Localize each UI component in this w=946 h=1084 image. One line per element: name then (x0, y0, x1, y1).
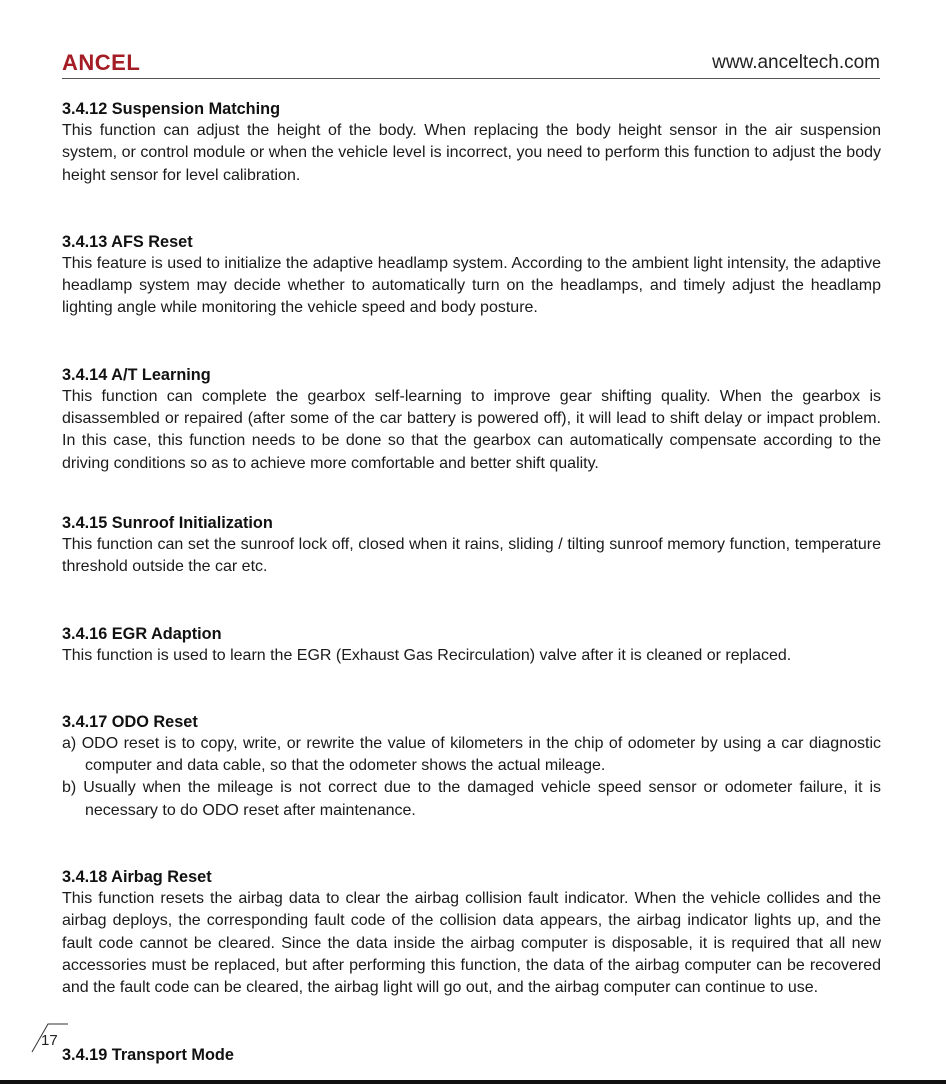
section-heading: 3.4.16 EGR Adaption (62, 624, 222, 643)
page-header (62, 50, 880, 80)
section-transport-mode (62, 1044, 881, 1066)
page-number: 17 (41, 1032, 58, 1049)
brand-logo: ANCEL (62, 50, 141, 75)
section-heading: 3.4.19 Transport Mode (62, 1045, 234, 1064)
section-sunroof-initialization (62, 512, 881, 579)
section-heading: 3.4.15 Sunroof Initialization (62, 513, 273, 532)
section-at-learning (62, 364, 881, 475)
section-odo-reset (62, 711, 881, 822)
page-number-badge (30, 1022, 70, 1054)
section-paragraph: This function can adjust the height of the body. When replacing the body height sensor in the air suspension system, or control module or when the vehicle level is incorrect, you need to perform this function to adjust the body height sensor for level calibration. (62, 122, 881, 184)
section-paragraph: This function can complete the gearbox self-learning to improve gear shifting quality. When the gearbox is disassembled or repaired (after some of the car battery is powered off), it will lead to shift delay or impact problem. In this case, this function needs to be done so that the gearbox can automatically compensate according to the driving conditions so as to achieve more comfortable and better shift quality. (62, 387, 881, 472)
section-suspension-matching (62, 98, 881, 187)
document-body (62, 98, 881, 1066)
section-paragraph: This function resets the airbag data to clear the airbag collision fault indicator. When the vehicle collides and the airbag deploys, the corresponding fault code of the collision data appears, the airbag indicator lights up, and the fault code cannot be cleared. Since the data inside the airbag computer is disposable, it is required that all new accessories must be replaced, but after performing this function, the data of the airbag computer can be recovered and the fault code can be cleared, the airbag light will go out, and the airbag computer can continue to use. (62, 890, 881, 997)
list-item: b) Usually when the mileage is not correct due to the damaged vehicle speed sensor or odometer failure, it is necessary to do ODO reset after maintenance. (62, 779, 881, 819)
section-heading: 3.4.18 Airbag Reset (62, 868, 212, 887)
section-heading: 3.4.12 Suspension Matching (62, 100, 281, 118)
section-paragraph: This function is used to learn the EGR (Exhaust Gas Recirculation) valve after it is cleaned or replaced. (62, 646, 792, 664)
section-heading: 3.4.13 AFS Reset (62, 232, 193, 251)
section-paragraph: This feature is used to initialize the adaptive headlamp system. According to the ambient light intensity, the adaptive headlamp system may decide whether to automatically turn on the headlamps, and timely adjust the headlamp lighting angle while monitoring the vehicle speed and body posture. (62, 254, 881, 317)
section-egr-adaption (62, 623, 881, 667)
footer-rule (0, 1080, 946, 1084)
header-divider (62, 78, 880, 79)
section-airbag-reset (62, 866, 881, 999)
section-paragraph: This function can set the sunroof lock off, closed when it rains, sliding / tilting sunroof memory function, temperature threshold outside the car etc. (62, 535, 881, 576)
list-item: a) ODO reset is to copy, write, or rewrite the value of kilometers in the chip of odometer by using a car diagnostic computer and data cable, so that the odometer shows the actual mileage. (62, 734, 881, 775)
website-url[interactable]: www.anceltech.com (712, 52, 880, 73)
section-afs-reset (62, 231, 881, 320)
section-heading: 3.4.14 A/T Learning (62, 365, 211, 384)
section-heading: 3.4.17 ODO Reset (62, 712, 198, 731)
